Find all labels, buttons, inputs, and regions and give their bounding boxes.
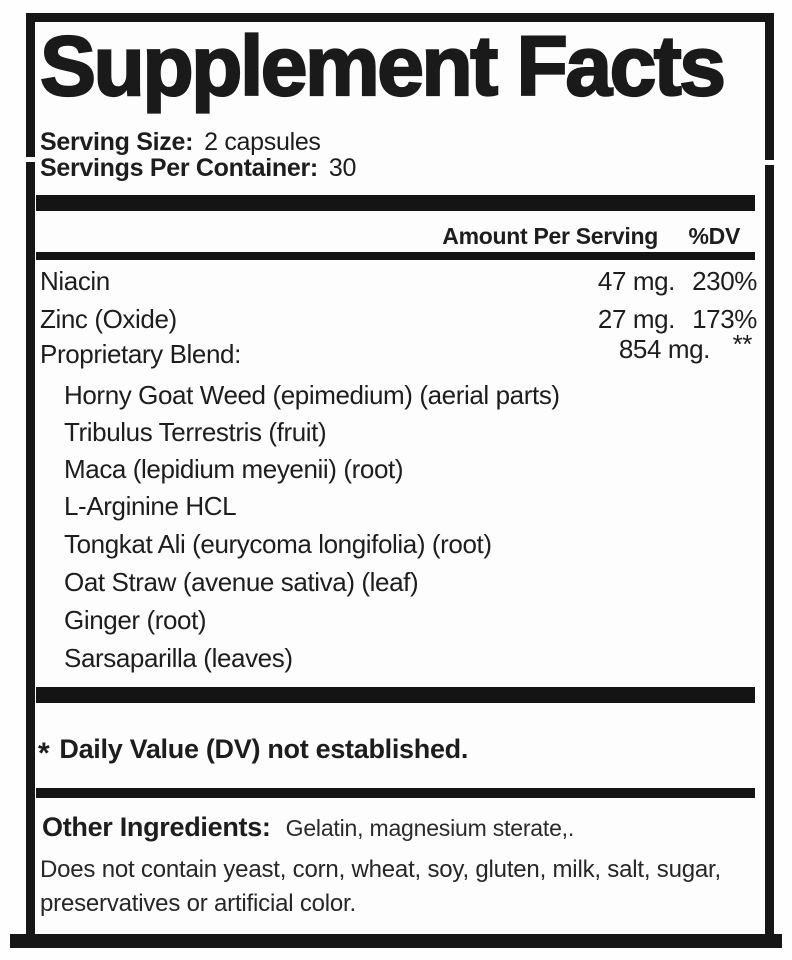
label-bottom-border xyxy=(10,934,782,948)
asterisk-marker: * xyxy=(38,737,50,770)
blend-item-tribulus: Tribulus Terrestris (fruit) xyxy=(64,417,327,447)
other-ingredients-line xyxy=(42,812,574,843)
servings-per-container-value: 30 xyxy=(328,154,357,182)
blend-item-maca: Maca (lepidium meyenii) (root) xyxy=(64,454,404,484)
blend-item-horny-goat-weed: Horny Goat Weed (epimedium) (aerial parts) xyxy=(64,380,560,410)
blend-item-sarsaparilla: Sarsaparilla (leaves) xyxy=(64,643,293,673)
disclaimer-line-2: preservatives or artificial color. xyxy=(40,890,356,917)
column-header-dv: %DV xyxy=(688,223,740,249)
servings-per-container-line xyxy=(40,155,356,181)
blend-item-l-arginine: L-Arginine HCL xyxy=(64,491,237,521)
other-ingredients-value: Gelatin, magnesium sterate,. xyxy=(285,815,575,841)
row-proprietary-blend-dv: ** xyxy=(732,329,752,359)
disclaimer-line-1: Does not contain yeast, corn, wheat, soy, gluten, milk, salt, sugar, xyxy=(40,856,721,883)
border-seam-right xyxy=(765,160,774,165)
row-zinc-name: Zinc (Oxide) xyxy=(40,304,177,334)
divider-thick-top xyxy=(36,195,755,211)
row-zinc-dv: 173% xyxy=(692,304,757,334)
serving-size-line xyxy=(40,129,321,155)
row-proprietary-blend-name: Proprietary Blend: xyxy=(40,339,241,369)
serving-size-label: Serving Size: xyxy=(40,128,194,156)
blend-item-tongkat-ali: Tongkat Ali (eurycoma longifolia) (root) xyxy=(64,529,492,559)
row-niacin-amount: 47 mg. xyxy=(597,266,675,296)
row-proprietary-blend-amount: 854 mg. xyxy=(618,334,710,364)
serving-size-value: 2 capsules xyxy=(204,128,321,156)
border-seam-left xyxy=(26,157,35,162)
daily-value-footnote xyxy=(38,734,469,770)
row-zinc-amount: 27 mg. xyxy=(597,304,675,334)
blend-item-oat-straw: Oat Straw (avenue sativa) (leaf) xyxy=(64,567,419,597)
divider-medium-footer xyxy=(36,788,755,798)
servings-per-container-label: Servings Per Container: xyxy=(40,154,318,182)
page-title: Supplement Facts xyxy=(40,19,724,113)
other-ingredients-label: Other Ingredients: xyxy=(42,812,271,842)
row-niacin-name: Niacin xyxy=(40,266,110,296)
row-niacin-dv: 230% xyxy=(692,266,757,296)
daily-value-footnote-text: Daily Value (DV) not established. xyxy=(59,734,469,764)
blend-item-ginger: Ginger (root) xyxy=(64,605,207,635)
divider-medium-header xyxy=(36,252,755,260)
divider-thick-bottom xyxy=(36,687,755,703)
column-header-amount-per-serving: Amount Per Serving xyxy=(442,223,658,249)
